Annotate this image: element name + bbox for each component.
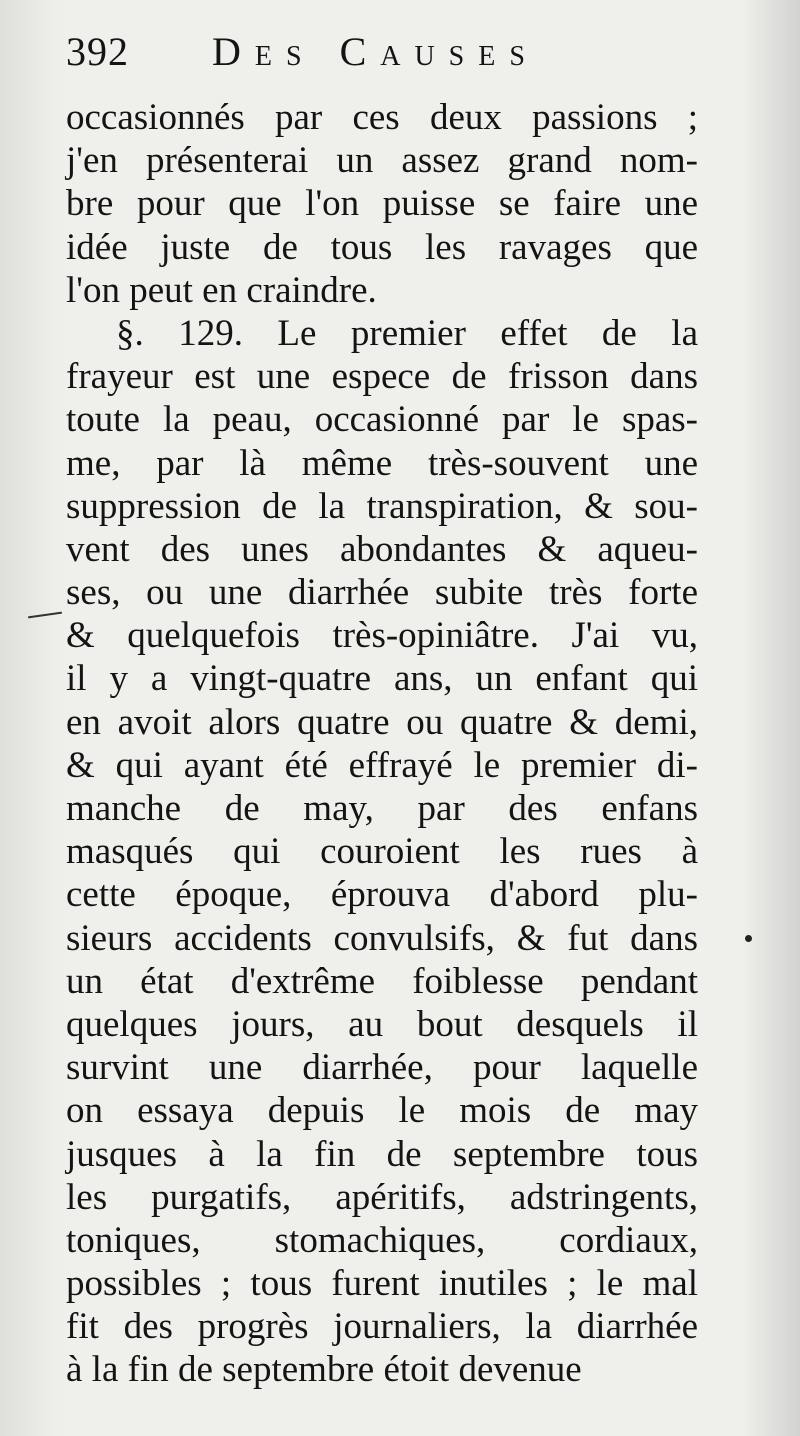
page-number: 392	[66, 29, 129, 74]
text-line: ses, ou une diarrhée subite très forte	[66, 572, 698, 614]
text-line: frayeur est une espece de frisson dans	[66, 356, 698, 398]
text-line: vent des unes abondantes & aqueu-	[66, 528, 698, 570]
text-line: en avoit alors quatre ou quatre & demi,	[66, 701, 698, 743]
text-line: idée juste de tous les ravages que	[66, 226, 698, 268]
text-line: il y a vingt-quatre ans, un enfant qui	[66, 658, 698, 700]
text-line: survint une diarrhée, pour laquelle	[66, 1047, 698, 1089]
text-line: manche de may, par des enfans	[66, 788, 698, 829]
page-gutter-shadow	[0, 0, 60, 1436]
text-line: l'on peut en craindre.	[66, 269, 377, 311]
text-line: à la fin de septembre étoit devenue	[66, 1349, 582, 1391]
text-line: possibles ; tous furent inutiles ; le mal	[66, 1263, 698, 1305]
text-line: toniques, stomachiques, cordiaux,	[66, 1219, 698, 1261]
text-line: les purgatifs, apéritifs, adstringents,	[66, 1176, 698, 1218]
page-header	[66, 22, 706, 78]
text-line: jusques à la fin de septembre tous	[66, 1133, 698, 1175]
text-line: sieurs accidents convulsifs, & fut dans	[66, 917, 698, 959]
body-text	[66, 96, 698, 1392]
text-line: on essaya depuis le mois de may	[66, 1090, 698, 1132]
text-line: quelques jours, au bout desquels il	[66, 1003, 698, 1045]
section-heading-line: §. 129. Le premier effet de la	[116, 312, 698, 354]
text-line: j'en présenterai un assez grand nom-	[66, 140, 698, 182]
text-line: suppression de la transpiration, & sou-	[66, 485, 698, 527]
text-line: un état d'extrême foiblesse pendant	[66, 960, 698, 1002]
text-line: & qui ayant été effrayé le premier di-	[66, 744, 698, 786]
running-title: Des Causes	[212, 29, 539, 74]
text-line: me, par là même très-souvent une	[66, 442, 698, 484]
text-line: fit des progrès journaliers, la diarrhée	[66, 1306, 698, 1348]
text-line: cette époque, éprouva d'abord plu-	[66, 874, 698, 916]
text-line: & quelquefois très-opiniâtre. J'ai vu,	[66, 615, 698, 657]
text-line: masqués qui couroient les rues à	[66, 831, 698, 873]
text-line: occasionnés par ces deux passions ;	[66, 97, 698, 138]
text-line: toute la peau, occasionné par le spas-	[66, 399, 698, 441]
text-line: bre pour que l'on puisse se faire une	[66, 183, 698, 225]
margin-dot	[745, 935, 752, 942]
page-edge-shadow	[742, 0, 800, 1436]
